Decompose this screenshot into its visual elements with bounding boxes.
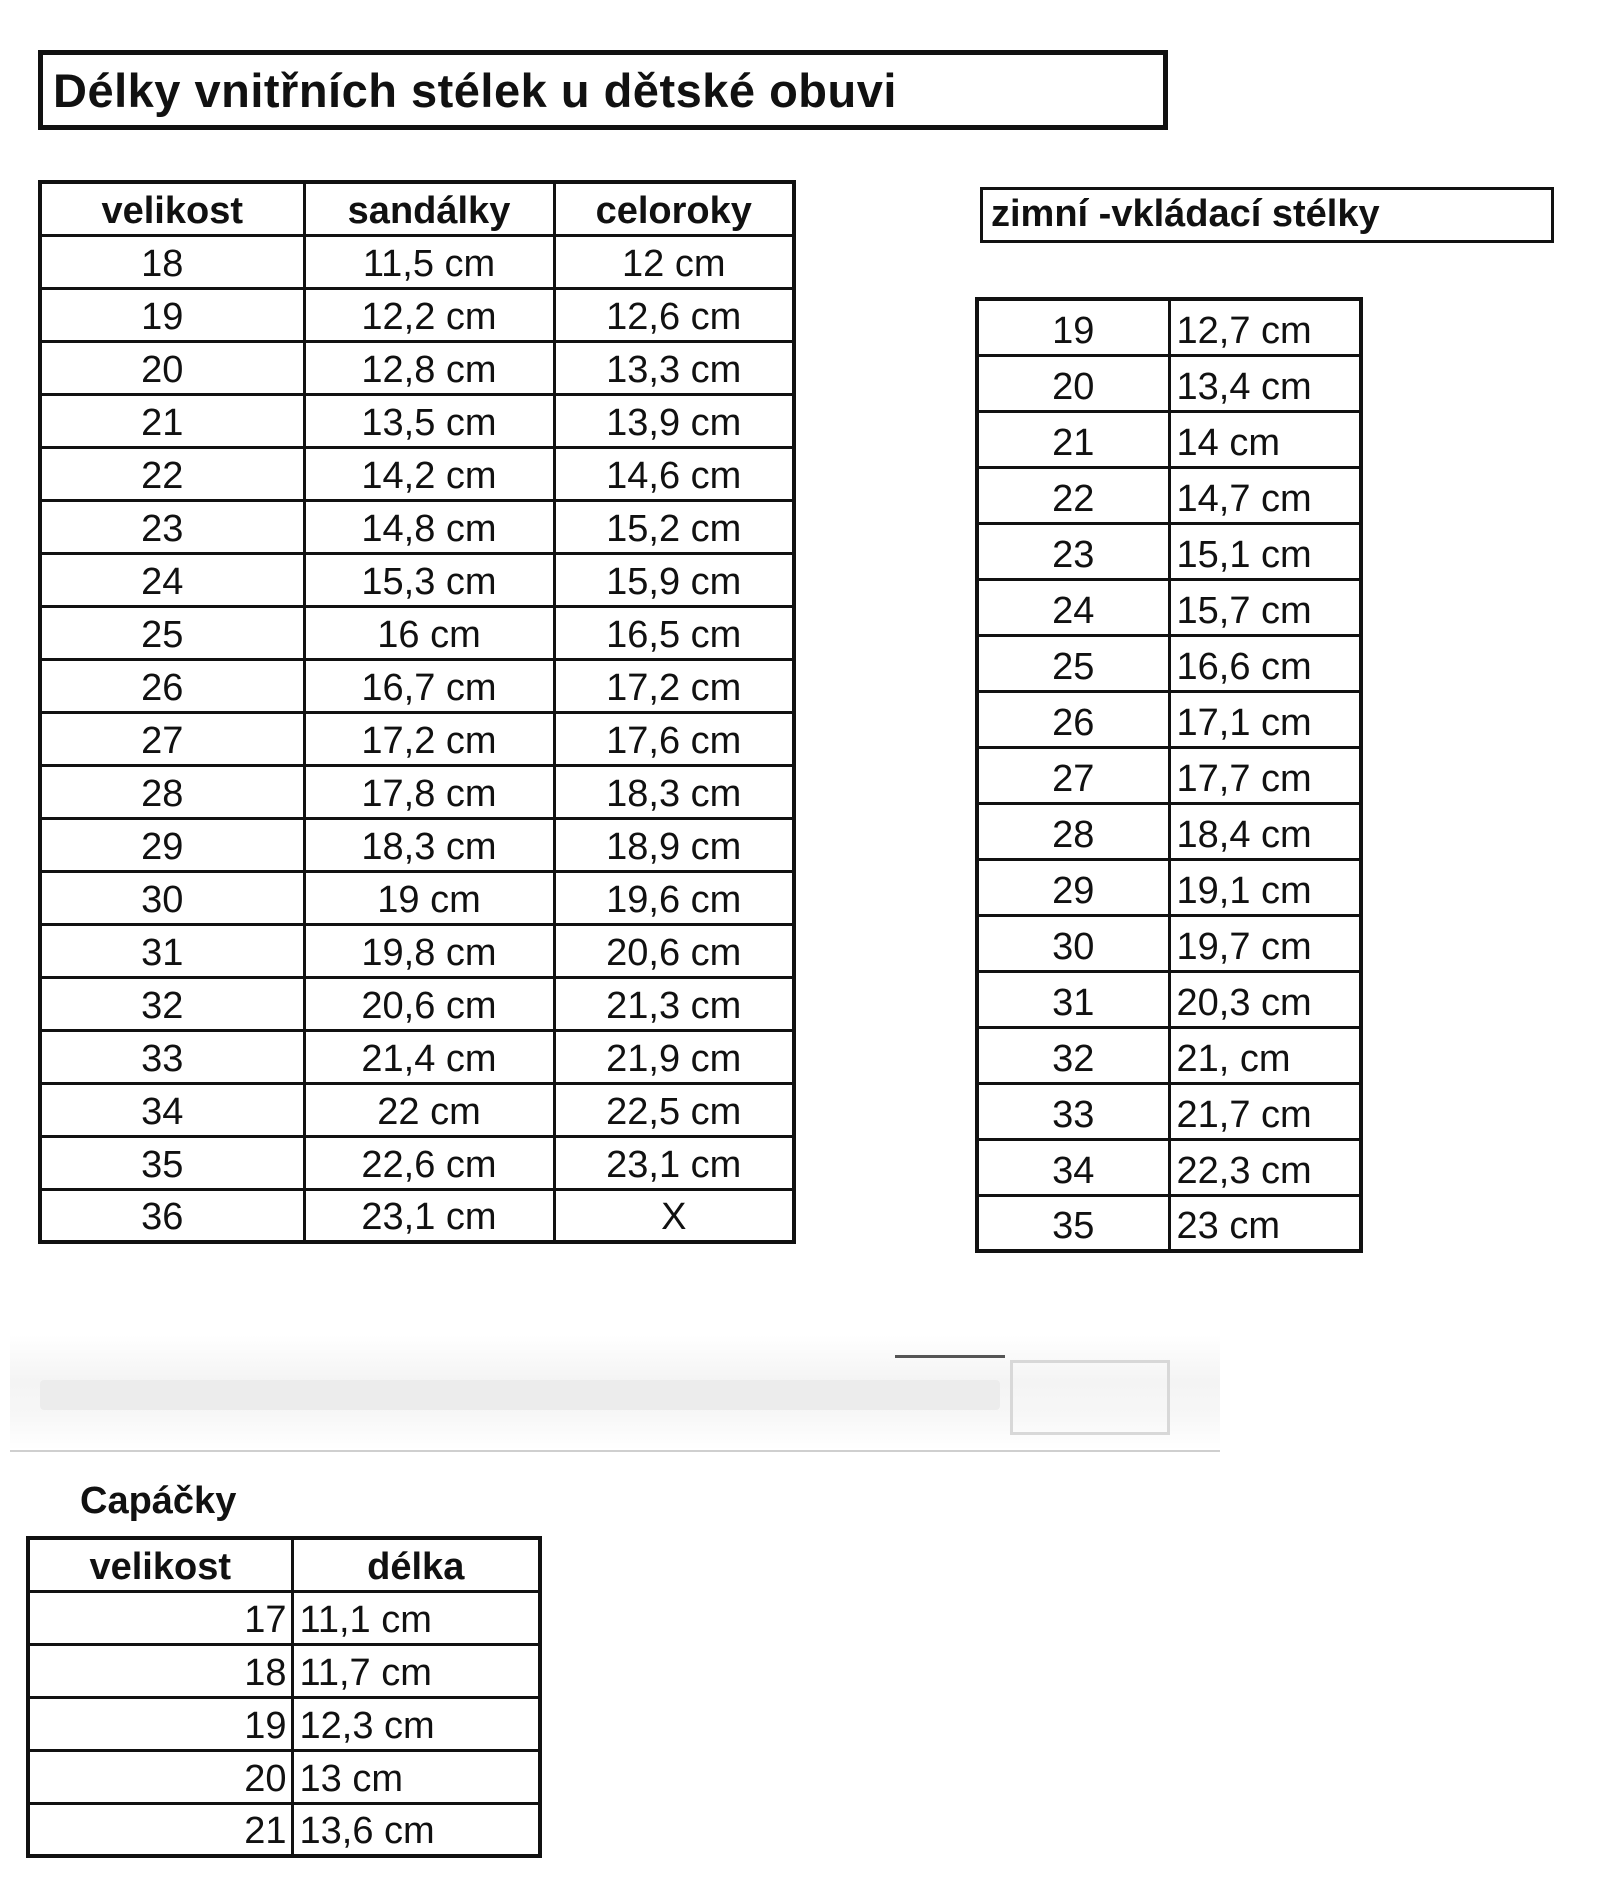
table-cell: 35 xyxy=(40,1136,304,1189)
table-row xyxy=(40,341,794,394)
table-row xyxy=(977,1083,1361,1139)
table-cell: 18 xyxy=(40,235,304,288)
table-cell: 18,3 cm xyxy=(554,765,794,818)
table-row xyxy=(40,765,794,818)
table-cell: 17,1 cm xyxy=(1169,691,1361,747)
table-cell: 19 cm xyxy=(304,871,554,924)
table-cell: 29 xyxy=(40,818,304,871)
table-body xyxy=(40,235,794,1242)
table-cell: 29 xyxy=(977,859,1169,915)
table-row xyxy=(28,1803,540,1856)
table-cell: 17,8 cm xyxy=(304,765,554,818)
table-cell: 13,9 cm xyxy=(554,394,794,447)
table-cell: 16,6 cm xyxy=(1169,635,1361,691)
table-cell: 25 xyxy=(977,635,1169,691)
table-row xyxy=(977,971,1361,1027)
table-row xyxy=(977,411,1361,467)
table-cell: 32 xyxy=(40,977,304,1030)
table-row xyxy=(977,635,1361,691)
table-row xyxy=(977,1195,1361,1251)
table-cell: 24 xyxy=(977,579,1169,635)
blurred-text-area xyxy=(40,1380,1000,1410)
table-cell: 22,3 cm xyxy=(1169,1139,1361,1195)
table-cell: 16,7 cm xyxy=(304,659,554,712)
column-header-length: délka xyxy=(292,1538,540,1591)
capacky-title: Capáčky xyxy=(80,1480,237,1522)
table-cell: 17,2 cm xyxy=(304,712,554,765)
table-body xyxy=(977,299,1361,1251)
table-row xyxy=(977,747,1361,803)
table-row xyxy=(40,924,794,977)
table-cell: 15,9 cm xyxy=(554,553,794,606)
table-cell: 11,7 cm xyxy=(292,1644,540,1697)
table-cell: 12,3 cm xyxy=(292,1697,540,1750)
table-cell: 33 xyxy=(40,1030,304,1083)
table-row xyxy=(977,1139,1361,1195)
table-cell: 15,7 cm xyxy=(1169,579,1361,635)
table-cell: 30 xyxy=(977,915,1169,971)
column-header-sandals: sandálky xyxy=(304,182,554,235)
table-cell: 20 xyxy=(977,355,1169,411)
table-cell: 23 xyxy=(977,523,1169,579)
table-cell: 32 xyxy=(977,1027,1169,1083)
winter-insole-table xyxy=(975,297,1363,1253)
table-row xyxy=(40,977,794,1030)
table-row xyxy=(40,871,794,924)
table-cell: 12,7 cm xyxy=(1169,299,1361,355)
table-cell: 14,2 cm xyxy=(304,447,554,500)
table-cell: 16 cm xyxy=(304,606,554,659)
table-cell: 21 xyxy=(28,1803,292,1856)
column-header-all-season: celoroky xyxy=(554,182,794,235)
table-cell: 12,6 cm xyxy=(554,288,794,341)
table-cell: 23,1 cm xyxy=(304,1189,554,1242)
table-cell: 19,7 cm xyxy=(1169,915,1361,971)
table-cell: 33 xyxy=(977,1083,1169,1139)
table-cell: X xyxy=(554,1189,794,1242)
table-cell: 24 xyxy=(40,553,304,606)
table-row xyxy=(40,394,794,447)
table-row xyxy=(977,859,1361,915)
table-cell: 22 cm xyxy=(304,1083,554,1136)
table-cell: 15,3 cm xyxy=(304,553,554,606)
table-row xyxy=(28,1644,540,1697)
table-cell: 18 xyxy=(28,1644,292,1697)
table-row xyxy=(40,712,794,765)
table-cell: 11,1 cm xyxy=(292,1591,540,1644)
table-header-row xyxy=(40,182,794,235)
table-cell: 19 xyxy=(977,299,1169,355)
table-cell: 20 xyxy=(28,1750,292,1803)
table-cell: 18,9 cm xyxy=(554,818,794,871)
table-cell: 25 xyxy=(40,606,304,659)
table-cell: 20 xyxy=(40,341,304,394)
table-cell: 16,5 cm xyxy=(554,606,794,659)
table-cell: 18,3 cm xyxy=(304,818,554,871)
table-cell: 23,1 cm xyxy=(554,1136,794,1189)
table-body xyxy=(28,1591,540,1856)
table-cell: 21,7 cm xyxy=(1169,1083,1361,1139)
table-cell: 22,5 cm xyxy=(554,1083,794,1136)
table-cell: 27 xyxy=(977,747,1169,803)
table-cell: 23 cm xyxy=(1169,1195,1361,1251)
table-row xyxy=(40,606,794,659)
table-cell: 21,4 cm xyxy=(304,1030,554,1083)
table-cell: 14,6 cm xyxy=(554,447,794,500)
table-cell: 13,3 cm xyxy=(554,341,794,394)
table-cell: 27 xyxy=(40,712,304,765)
column-header-size: velikost xyxy=(40,182,304,235)
table-row xyxy=(40,553,794,606)
table-row xyxy=(40,1189,794,1242)
table-row xyxy=(977,915,1361,971)
column-header-size: velikost xyxy=(28,1538,292,1591)
table-cell: 19,1 cm xyxy=(1169,859,1361,915)
table-cell: 21,3 cm xyxy=(554,977,794,1030)
table-row xyxy=(40,288,794,341)
table-cell: 14 cm xyxy=(1169,411,1361,467)
table-cell: 19,6 cm xyxy=(554,871,794,924)
table-cell: 19 xyxy=(28,1697,292,1750)
insole-length-table xyxy=(38,180,796,1244)
table-row xyxy=(40,1083,794,1136)
blurred-scan-strip xyxy=(10,1335,1220,1452)
table-cell: 34 xyxy=(977,1139,1169,1195)
table-cell: 13 cm xyxy=(292,1750,540,1803)
table-cell: 18,4 cm xyxy=(1169,803,1361,859)
table-cell: 34 xyxy=(40,1083,304,1136)
table-cell: 14,8 cm xyxy=(304,500,554,553)
table-cell: 20,3 cm xyxy=(1169,971,1361,1027)
winter-insoles-title: zimní -vkládací stélky xyxy=(980,187,1554,243)
table-cell: 19 xyxy=(40,288,304,341)
table-row xyxy=(28,1750,540,1803)
table-cell: 20,6 cm xyxy=(554,924,794,977)
table-cell: 31 xyxy=(40,924,304,977)
scan-artifact-line xyxy=(895,1355,1005,1358)
table-cell: 22 xyxy=(40,447,304,500)
table-cell: 21 xyxy=(977,411,1169,467)
table-cell: 17,6 cm xyxy=(554,712,794,765)
page-title: Délky vnitřních stélek u dětské obuvi xyxy=(38,50,1168,130)
table-cell: 28 xyxy=(977,803,1169,859)
table-cell: 17,2 cm xyxy=(554,659,794,712)
table-cell: 36 xyxy=(40,1189,304,1242)
table-row xyxy=(977,299,1361,355)
table-cell: 12,8 cm xyxy=(304,341,554,394)
table-row xyxy=(977,1027,1361,1083)
table-cell: 14,7 cm xyxy=(1169,467,1361,523)
table-cell: 21 xyxy=(40,394,304,447)
table-cell: 31 xyxy=(977,971,1169,1027)
table-cell: 13,5 cm xyxy=(304,394,554,447)
table-row xyxy=(977,523,1361,579)
table-cell: 12,2 cm xyxy=(304,288,554,341)
table-cell: 28 xyxy=(40,765,304,818)
table-cell: 21, cm xyxy=(1169,1027,1361,1083)
table-row xyxy=(28,1697,540,1750)
table-cell: 23 xyxy=(40,500,304,553)
table-row xyxy=(977,579,1361,635)
table-cell: 26 xyxy=(40,659,304,712)
table-row xyxy=(977,691,1361,747)
table-cell: 13,4 cm xyxy=(1169,355,1361,411)
table-cell: 17 xyxy=(28,1591,292,1644)
table-cell: 13,6 cm xyxy=(292,1803,540,1856)
table-cell: 30 xyxy=(40,871,304,924)
table-header-row xyxy=(28,1538,540,1591)
table-row xyxy=(977,355,1361,411)
table-row xyxy=(40,659,794,712)
blurred-box xyxy=(1010,1360,1170,1435)
table-cell: 20,6 cm xyxy=(304,977,554,1030)
table-row xyxy=(40,818,794,871)
table-row xyxy=(40,447,794,500)
table-cell: 15,2 cm xyxy=(554,500,794,553)
table-row xyxy=(40,1030,794,1083)
table-cell: 19,8 cm xyxy=(304,924,554,977)
table-row xyxy=(28,1591,540,1644)
table-cell: 35 xyxy=(977,1195,1169,1251)
table-row xyxy=(977,467,1361,523)
table-cell: 22 xyxy=(977,467,1169,523)
table-cell: 15,1 cm xyxy=(1169,523,1361,579)
table-cell: 26 xyxy=(977,691,1169,747)
table-cell: 11,5 cm xyxy=(304,235,554,288)
table-row xyxy=(40,500,794,553)
table-row xyxy=(40,235,794,288)
table-row xyxy=(977,803,1361,859)
table-cell: 21,9 cm xyxy=(554,1030,794,1083)
table-cell: 17,7 cm xyxy=(1169,747,1361,803)
table-cell: 22,6 cm xyxy=(304,1136,554,1189)
table-cell: 12 cm xyxy=(554,235,794,288)
table-row xyxy=(40,1136,794,1189)
capacky-table xyxy=(26,1536,542,1858)
